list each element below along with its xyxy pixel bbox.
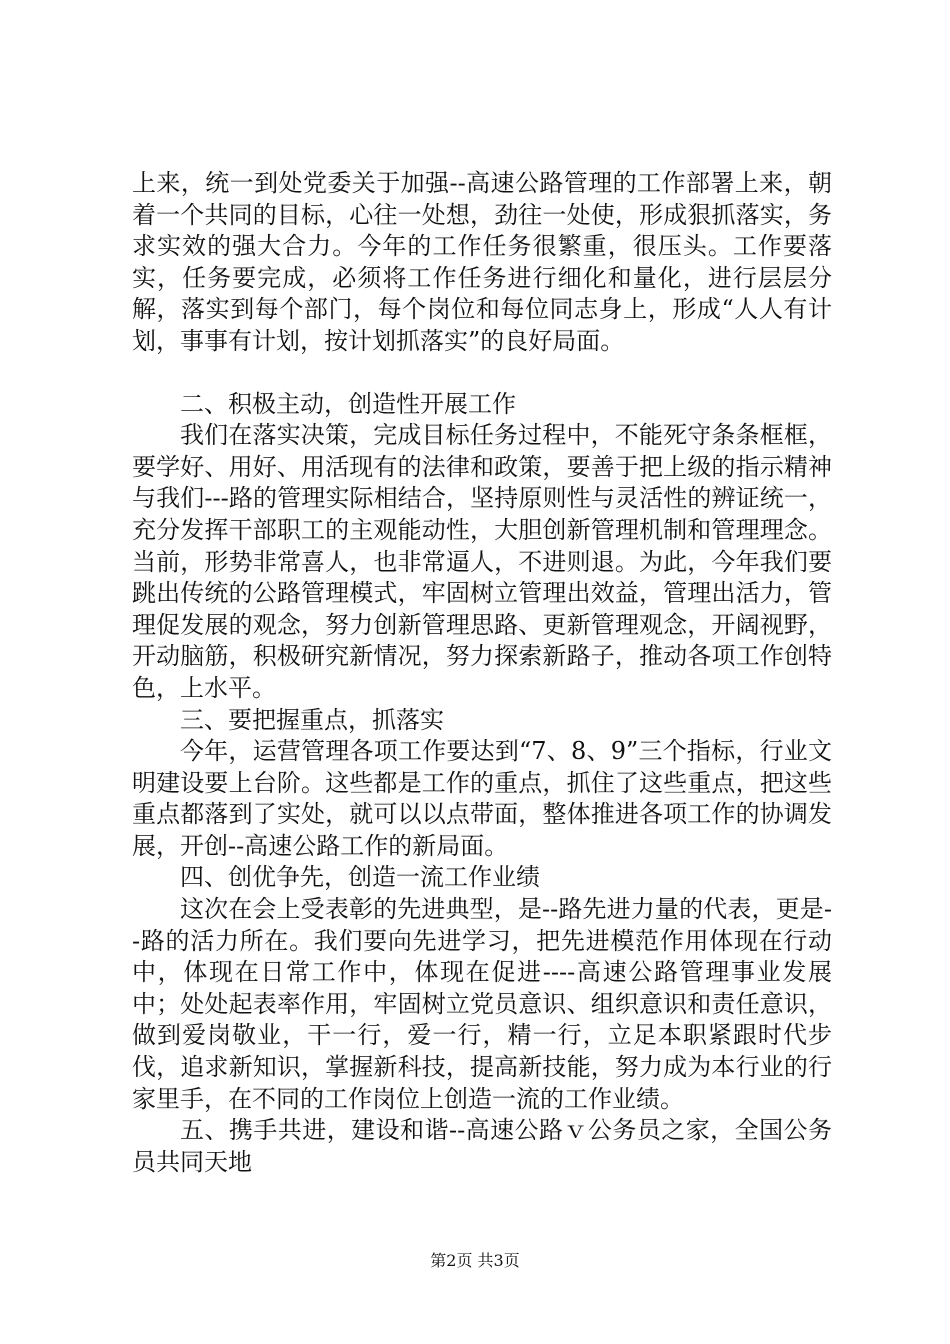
paragraph-continuation: 上来，统一到处党委关于加强--高速公路管理的工作部署上来，朝着一个共同的目标，心往一处想，劲往一处使，形成狠抓落实，务求实效的强大合力。今年的工作任务很繁重，很压头。工作要落实，任务要完成，必须将工作任务进行细化和量化，进行层层分解，落实到每个部门，每个岗位和每位同志身上，形成“人人有计划，事事有计划，按计划抓落实”的良好局面。 xyxy=(132,169,832,355)
section-heading-2: 二、积极主动，创造性开展工作 xyxy=(180,389,516,418)
section-heading-5: 五、携手共进，建设和谐--高速公路ｖ公务员之家，全国公务员共同天地 xyxy=(132,1116,832,1176)
paragraph-section-4: 这次在会上受表彰的先进典型，是--路先进力量的代表，更是--路的活力所在。我们要向先进学习，把先进模范作用体现在行动中，体现在日常工作中，体现在促进----高速公路管理事业发展中；处处起表率作用，牢固树立党员意识、组织意识和责任意识，做到爱岗敬业，干一行，爱一行，精一行，立足本职紧跟时代步伐，追求新知识，掌握新科技，提高新技能，努力成为本行业的行家里手，在不同的工作岗位上创造一流的工作业绩。 xyxy=(132,895,832,1113)
document-body xyxy=(132,168,832,1178)
paragraph-section-3: 今年，运营管理各项工作要达到“7、8、9”三个指标，行业文明建设要上台阶。这些都是工作的重点，抓住了这些重点，把这些重点都落到了实处，就可以以点带面，整体推进各项工作的协调发展，开创--高速公路工作的新局面。 xyxy=(132,737,832,860)
section-heading-3: 三、要把握重点，抓落实 xyxy=(180,705,444,734)
section-heading-4: 四、创优争先，创造一流工作业绩 xyxy=(180,863,540,892)
page-number-footer: 第2页 共3页 xyxy=(430,1251,520,1270)
paragraph-section-2: 我们在落实决策，完成目标任务过程中，不能死守条条框框，要学好、用好、用活现有的法律和政策，要善于把上级的指示精神与我们---路的管理实际相结合，坚持原则性与灵活性的辨证统一，充分发挥干部职工的主观能动性，大胆创新管理机制和管理理念。当前，形势非常喜人，也非常逼人，不进则退。为此，今年我们要跳出传统的公路管理模式，牢固树立管理出效益，管理出活力，管理促发展的观念，努力创新管理思路、更新管理观念，开阔视野，开动脑筋，积极研究新情况，努力探索新路子，推动各项工作创特色，上水平。 xyxy=(132,421,832,702)
